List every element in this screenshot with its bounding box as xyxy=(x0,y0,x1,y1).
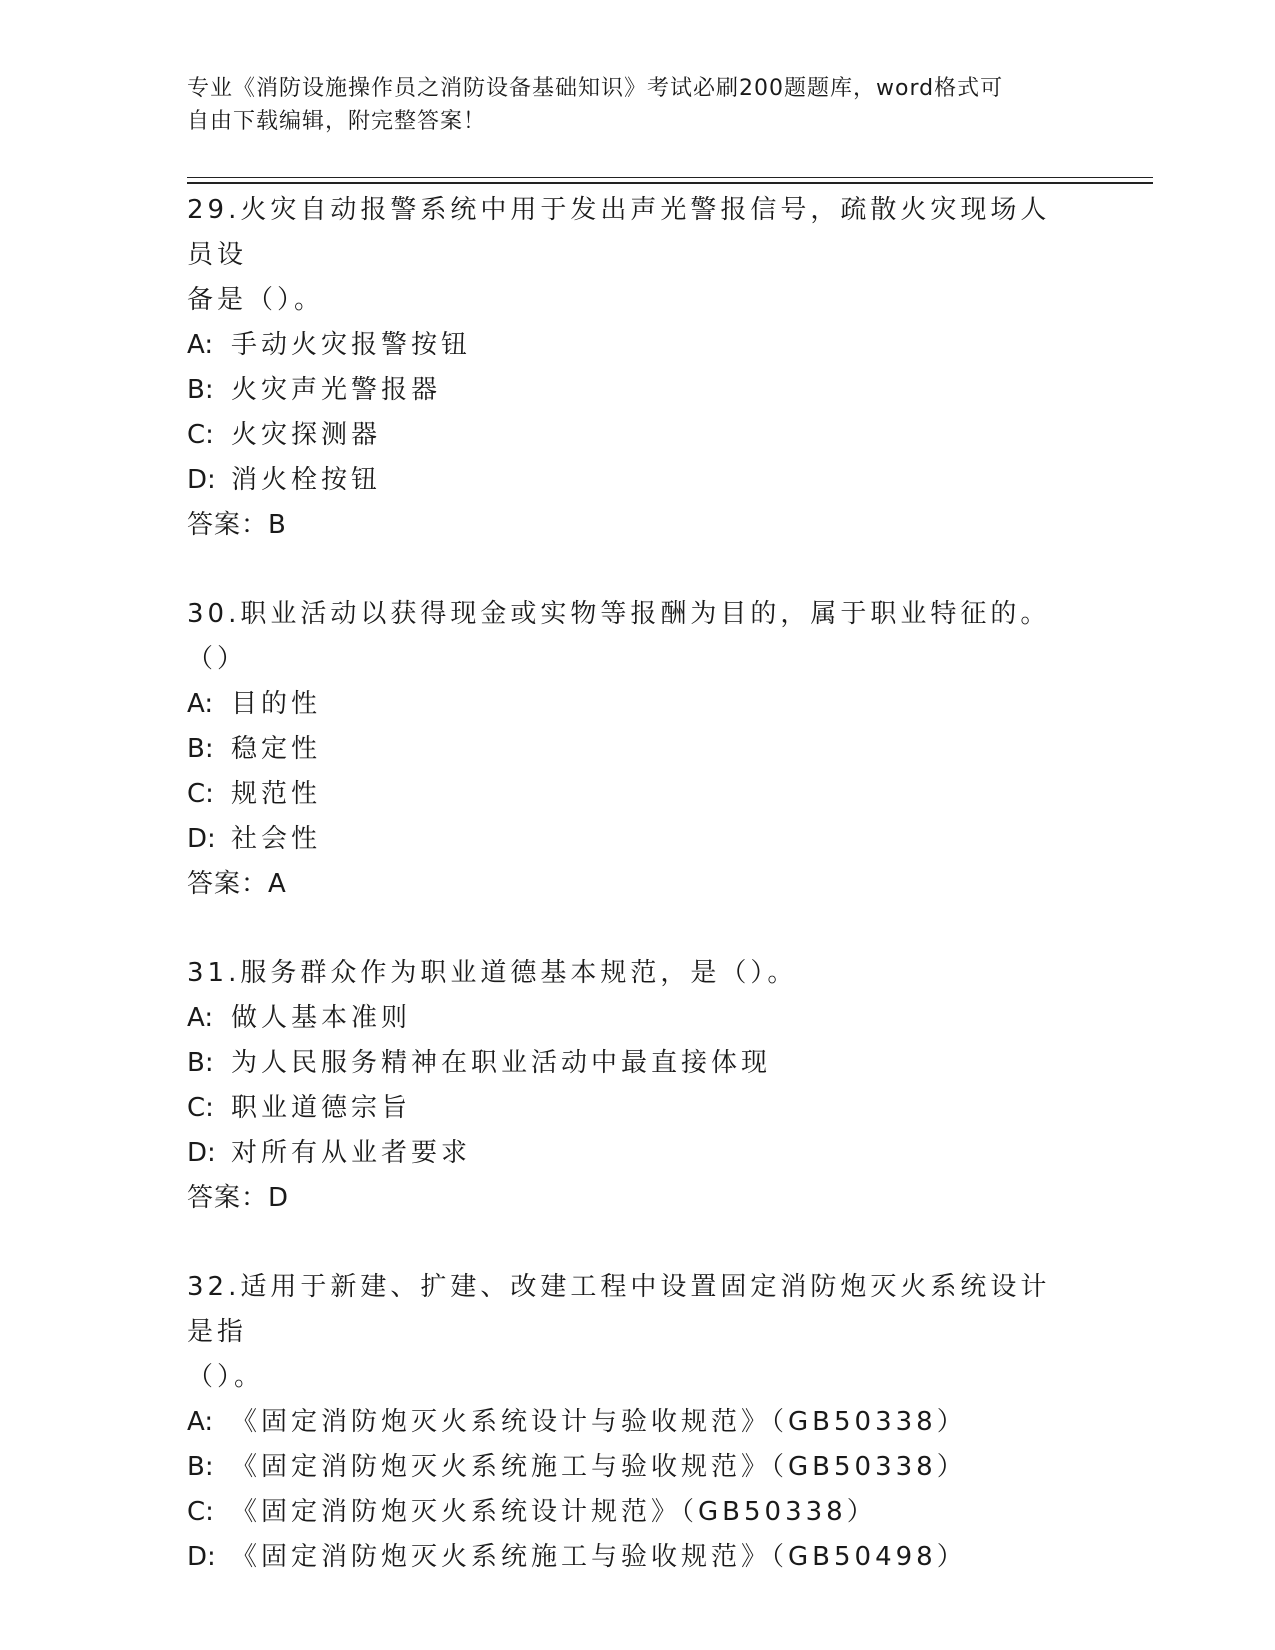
question-stem: 服务群众作为职业道德基本规范，是（）。 xyxy=(240,958,798,988)
question-number: 32. xyxy=(187,1272,241,1302)
option-text: 火灾探测器 xyxy=(231,420,382,450)
option-c xyxy=(187,1086,1067,1131)
option-c xyxy=(187,1490,1067,1535)
option-key: A: xyxy=(187,1407,214,1437)
option-text: 火灾声光警报器 xyxy=(231,375,442,405)
option-text: 规范性 xyxy=(231,779,322,809)
question-stem: 适用于新建、扩建、改建工程中设置固定消防炮灭火系统设计是指 xyxy=(187,1272,1051,1347)
option-d xyxy=(187,1131,1067,1176)
option-key: A: xyxy=(187,1003,214,1033)
answer: 答案：B xyxy=(187,510,287,540)
option-d xyxy=(187,817,1067,862)
option-key: C: xyxy=(187,779,214,809)
question-31 xyxy=(187,951,1067,1221)
header-divider-thick xyxy=(187,182,1153,184)
option-key: C: xyxy=(187,1093,214,1123)
question-number: 31. xyxy=(187,958,241,988)
option-c xyxy=(187,413,1067,458)
option-key: D: xyxy=(187,1138,216,1168)
question-stem-continued: （）。 xyxy=(187,1362,265,1392)
option-d xyxy=(187,1535,1067,1580)
header-divider-thin xyxy=(187,177,1153,178)
option-key: D: xyxy=(187,465,216,495)
question-stem: 职业活动以获得现金或实物等报酬为目的，属于职业特征的。（） xyxy=(187,599,1051,674)
option-b xyxy=(187,368,1067,413)
option-key: B: xyxy=(187,375,214,405)
answer: 答案：D xyxy=(187,1183,290,1213)
question-29 xyxy=(187,188,1067,548)
option-text: 职业道德宗旨 xyxy=(231,1093,412,1123)
option-text: 《固定消防炮灭火系统施工与验收规范》（GB50338） xyxy=(231,1452,967,1482)
header-line-1: 专业《消防设施操作员之消防设备基础知识》考试必刷200题题库，word格式可 xyxy=(187,76,1004,101)
header-line-2: 自由下载编辑，附完整答案！ xyxy=(187,109,487,134)
option-key: C: xyxy=(187,1497,214,1527)
document-header xyxy=(187,72,1067,138)
question-30 xyxy=(187,592,1067,907)
question-number: 29. xyxy=(187,195,241,225)
option-d xyxy=(187,458,1067,503)
option-key: C: xyxy=(187,420,214,450)
question-number: 30. xyxy=(187,599,241,629)
option-b xyxy=(187,1041,1067,1086)
option-key: A: xyxy=(187,689,214,719)
option-key: D: xyxy=(187,1542,216,1572)
option-text: 《固定消防炮灭火系统施工与验收规范》（GB50498） xyxy=(231,1542,967,1572)
option-text: 手动火灾报警按钮 xyxy=(231,330,472,360)
option-text: 《固定消防炮灭火系统设计规范》（GB50338） xyxy=(231,1497,877,1527)
question-32 xyxy=(187,1265,1067,1580)
option-text: 为人民服务精神在职业活动中最直接体现 xyxy=(231,1048,772,1078)
option-key: B: xyxy=(187,734,214,764)
option-text: 消火栓按钮 xyxy=(231,465,382,495)
option-text: 社会性 xyxy=(231,824,322,854)
question-stem-continued: 备是（）。 xyxy=(187,285,325,315)
option-b xyxy=(187,727,1067,772)
option-text: 稳定性 xyxy=(231,734,322,764)
option-c xyxy=(187,772,1067,817)
option-key: B: xyxy=(187,1048,214,1078)
option-text: 《固定消防炮灭火系统设计与验收规范》（GB50338） xyxy=(231,1407,967,1437)
option-key: B: xyxy=(187,1452,214,1482)
option-a xyxy=(187,323,1067,368)
option-b xyxy=(187,1445,1067,1490)
question-stem: 火灾自动报警系统中用于发出声光警报信号，疏散火灾现场人员设 xyxy=(187,195,1051,270)
option-a xyxy=(187,996,1067,1041)
option-text: 对所有从业者要求 xyxy=(231,1138,472,1168)
option-a xyxy=(187,682,1067,727)
option-text: 做人基本准则 xyxy=(231,1003,412,1033)
answer: 答案：A xyxy=(187,869,287,899)
option-key: A: xyxy=(187,330,214,360)
option-text: 目的性 xyxy=(231,689,322,719)
option-a xyxy=(187,1400,1067,1445)
question-list xyxy=(187,188,1067,1624)
option-key: D: xyxy=(187,824,216,854)
